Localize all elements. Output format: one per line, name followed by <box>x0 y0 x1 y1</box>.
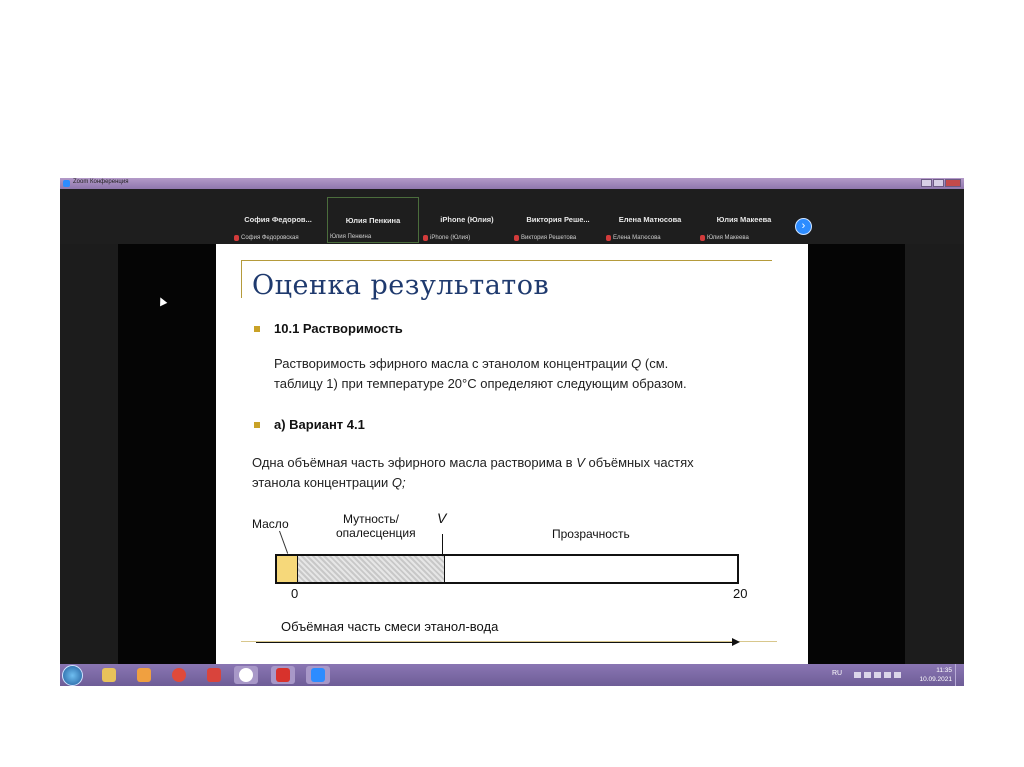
section-heading: а) Вариант 4.1 <box>274 417 365 432</box>
axis-caption: Объёмная часть смеси этанол-вода <box>281 619 499 634</box>
section-text: Одна объёмная часть эфирного масла растворима в V объёмных частях этанола концентрации Q; <box>252 455 694 490</box>
taskbar-glyph <box>137 668 151 682</box>
participant-label: Елена Матюсова <box>606 235 661 241</box>
taskbar-glyph <box>172 668 186 682</box>
network-icon[interactable] <box>884 672 891 678</box>
slide-left-rule <box>241 260 242 298</box>
participant-name: Елена Матюсова <box>618 215 682 224</box>
participant-label: iPhone (Юлия) <box>423 235 470 241</box>
zoom-icon[interactable] <box>306 666 330 684</box>
bullet-icon <box>254 422 260 428</box>
screen-share-area <box>60 244 964 664</box>
diagram-label-v: V <box>437 510 447 526</box>
diagram-label-turbidity: Мутность/ опалесценция <box>336 512 416 540</box>
zoom-app-icon <box>63 180 70 187</box>
system-tray <box>824 664 964 686</box>
volume-icon[interactable] <box>894 672 901 678</box>
share-right-margin <box>808 244 905 664</box>
taskbar-glyph <box>102 668 116 682</box>
clock-date: 10.09.2021 <box>919 676 952 683</box>
language-indicator[interactable]: RU <box>832 670 843 677</box>
participant-tile[interactable] <box>604 197 696 243</box>
minimize-button[interactable] <box>921 179 932 187</box>
tray-icon[interactable] <box>874 672 881 678</box>
axis-arrow-line <box>256 642 736 643</box>
share-left-margin <box>118 244 216 664</box>
mic-muted-icon <box>700 235 705 241</box>
diagram-label-clear: Прозрачность <box>552 527 630 541</box>
turbidity-segment <box>298 556 445 582</box>
windows-taskbar <box>60 664 964 686</box>
participant-tile[interactable] <box>698 197 790 243</box>
participant-tile-active[interactable] <box>327 197 419 243</box>
participant-tile[interactable] <box>512 197 604 243</box>
tick-start: 0 <box>291 586 299 601</box>
zoom-window <box>60 178 964 686</box>
clock-time: 11:35 <box>936 667 952 674</box>
window-title: Zoom Конференция <box>73 179 129 185</box>
bullet-icon <box>254 326 260 332</box>
media-player-icon[interactable] <box>132 666 156 684</box>
section-text: Растворимость эфирного масла с этанолом концентрации Q (см. таблицу 1) при температуре 20°C определяют следующим образом. <box>274 356 687 391</box>
participant-name: Виктория Реше... <box>526 215 590 224</box>
mic-muted-icon <box>234 235 239 241</box>
pdf-reader-icon[interactable] <box>271 666 295 684</box>
window-titlebar[interactable] <box>60 178 964 189</box>
tray-icon[interactable] <box>854 672 861 678</box>
slide-title: Оценка результатов <box>252 270 550 301</box>
window-controls <box>921 179 961 187</box>
taskbar-glyph <box>207 668 221 682</box>
explorer-icon[interactable] <box>97 666 121 684</box>
chrome-icon[interactable] <box>167 666 191 684</box>
participant-tile[interactable] <box>421 197 513 243</box>
start-button[interactable] <box>62 665 83 686</box>
clock[interactable] <box>919 666 952 684</box>
show-desktop-button[interactable] <box>955 664 964 686</box>
tick-end: 20 <box>733 586 748 601</box>
oil-segment <box>277 556 298 582</box>
arrow-right-icon <box>732 638 740 646</box>
mic-muted-icon <box>423 235 428 241</box>
participant-tile[interactable] <box>232 197 324 243</box>
participant-label: Юлия Макеева <box>700 235 749 241</box>
participant-strip <box>60 189 964 244</box>
participant-name: Юлия Пенкина <box>345 216 401 225</box>
taskbar-glyph <box>311 668 325 682</box>
solubility-bar <box>275 554 739 584</box>
participant-name: Юлия Макеева <box>716 215 772 224</box>
paint-icon[interactable] <box>202 666 226 684</box>
participant-label: София Федоровская <box>234 235 299 241</box>
participant-label: Юлия Пенкина <box>330 234 372 240</box>
slide-top-rule <box>241 260 772 261</box>
v-marker-line <box>442 534 443 555</box>
tray-icon[interactable] <box>864 672 871 678</box>
maximize-button[interactable] <box>933 179 944 187</box>
yandex-browser-icon[interactable] <box>234 666 258 684</box>
participant-name: София Федоров... <box>244 215 312 224</box>
next-participants-button[interactable] <box>795 218 812 235</box>
section-heading: 10.1 Растворимость <box>274 321 403 336</box>
diagram-label-oil: Масло <box>252 517 289 531</box>
taskbar-glyph <box>276 668 290 682</box>
oil-leader-line <box>279 531 288 554</box>
participant-label: Виктория Решетова <box>514 235 576 241</box>
mic-muted-icon <box>606 235 611 241</box>
taskbar-glyph <box>239 668 253 682</box>
presentation-slide <box>216 244 808 664</box>
chevron-right-icon: › <box>801 220 806 232</box>
mic-muted-icon <box>514 235 519 241</box>
close-button[interactable] <box>945 179 961 187</box>
participant-name: iPhone (Юлия) <box>440 215 494 224</box>
